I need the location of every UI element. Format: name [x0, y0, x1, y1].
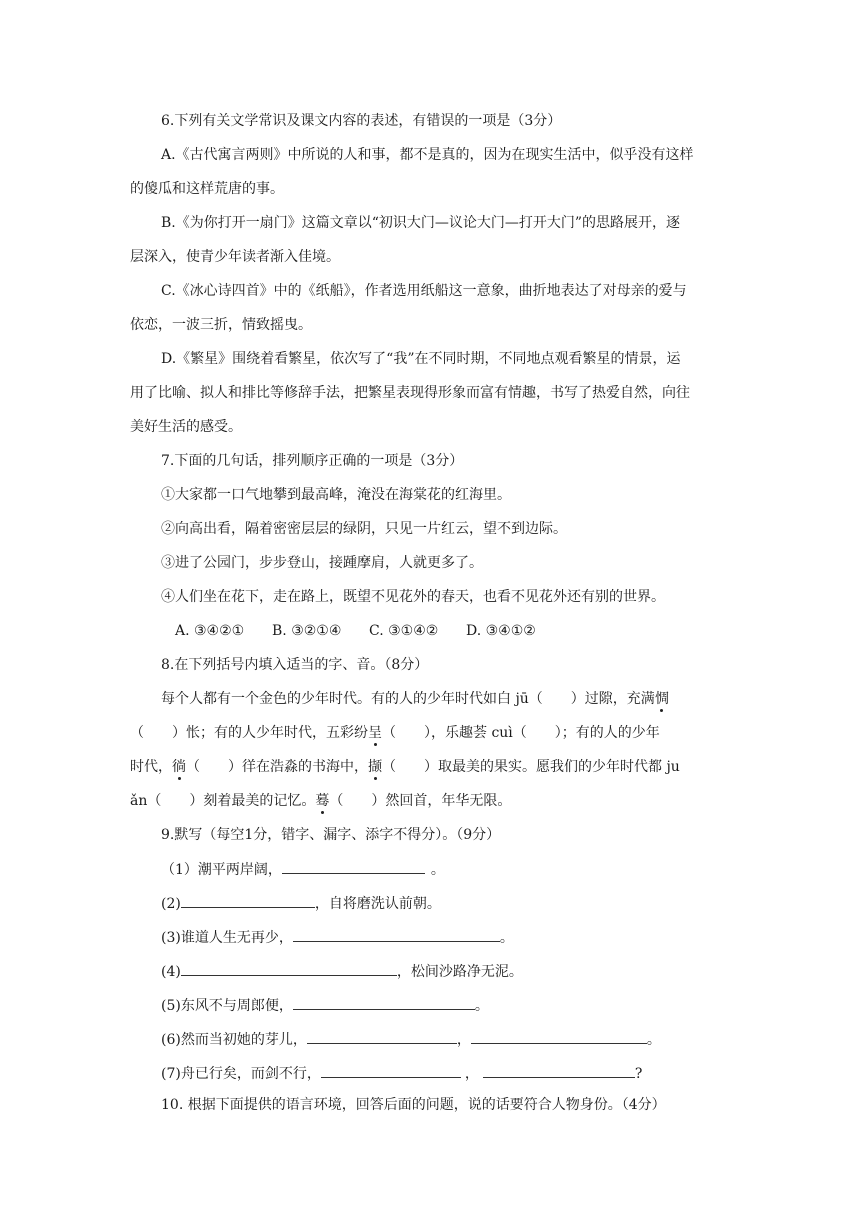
q6-option-d-line2: 用了比喻、拟人和排比等修辞手法，把繁星表现得形象而富有情趣，书写了热爱自然，向往 — [130, 385, 690, 401]
answer-blank[interactable] — [483, 1063, 635, 1078]
q8-marked-char: 蓦 — [315, 793, 330, 809]
q8-marked-char: 撷 — [368, 759, 382, 775]
q8-passage-line2 — [130, 723, 660, 743]
answer-blank[interactable] — [181, 893, 315, 908]
q6-stem: 6.下列有关文学常识及课文内容的表述，有错误的一项是（3分） — [161, 113, 562, 129]
q9-prompt: (4) — [161, 964, 181, 980]
q7-sentence-1: ①大家都一口气地攀到最高峰，淹没在海棠花的红海里。 — [161, 487, 511, 503]
q9-punct: ， — [464, 1066, 479, 1082]
q10-stem: 10. 根据下面提供的语言环境，回答后面的问题，说的话要符合人物身份。（4分） — [161, 1097, 666, 1113]
q8-passage-line4 — [130, 791, 511, 811]
q9-punct: 。 — [499, 930, 514, 946]
q7-option-b: B. ③②①④ — [272, 623, 342, 639]
q6-option-b-line2: 层深入，使青少年读者渐入佳境。 — [130, 249, 340, 265]
answer-blank[interactable] — [181, 961, 397, 976]
q8-marked-char: 呈 — [368, 725, 382, 741]
q9-prompt: ，自将磨洗认前朝。 — [314, 896, 441, 912]
q7-stem: 7.下面的几句话，排列顺序正确的一项是（3分） — [161, 453, 464, 469]
q9-prompt: (3)谁道人生无再少， — [161, 930, 293, 946]
q8-stem: 8.在下列括号内填入适当的字、音。（8分） — [161, 657, 429, 673]
q6-option-a-line1: A.《古代寓言两则》中所说的人和事，都不是真的，因为在现实生活中，似乎没有这样 — [161, 147, 694, 163]
q9-prompt: (2) — [161, 896, 181, 912]
q9-prompt: ，松间沙路净无泥。 — [396, 964, 523, 980]
q9-punct: 。 — [430, 862, 445, 878]
q9-punct: ? — [634, 1066, 643, 1082]
q8-text: （ ）徉在浩淼的书海中， — [186, 759, 368, 775]
q8-text: 时代， — [130, 759, 172, 775]
q6-option-b-line1: B.《为你打开一扇门》这篇文章以“初识大门—议论大门—打开大门”的思路展开，逐 — [161, 215, 681, 231]
q8-text: （ ），乐趣荟 cuì（ ）；有的人的少年 — [382, 725, 660, 741]
q9-item-5 — [161, 995, 489, 1016]
q9-prompt: (7)舟已行矣，而剑不行， — [161, 1066, 321, 1082]
q6-option-c-line1: C.《冰心诗四首》中的《纸船》，作者选用纸船这一意象，曲折地表达了对母亲的爱与 — [161, 283, 687, 299]
q8-passage-line1 — [161, 689, 669, 709]
q7-option-a: A. ③④②① — [175, 623, 245, 639]
q9-item-7 — [161, 1063, 642, 1084]
q7-sentence-3: ③进了公园门，步步登山，接踵摩肩，人就更多了。 — [161, 555, 483, 571]
q7-options — [175, 621, 536, 641]
q7-option-d: D. ③④①② — [466, 623, 536, 639]
q9-punct: 。 — [646, 1032, 661, 1048]
q8-passage-line3 — [130, 757, 680, 777]
q9-item-1 — [161, 859, 445, 880]
q6-option-d-line3: 美好生活的感受。 — [130, 419, 242, 435]
q9-punct: 。 — [474, 998, 489, 1014]
q8-text: ǎn（ ）刻着最美的记忆。 — [130, 793, 316, 809]
q7-sentence-4: ④人们坐在花下，走在路上，既望不见花外的春天，也看不见花外还有别的世界。 — [161, 589, 665, 605]
q8-marked-char: 徜 — [172, 759, 186, 775]
answer-blank[interactable] — [321, 1063, 461, 1078]
q8-marked-char: 惆 — [654, 691, 669, 707]
q7-sentence-2: ②向高出看，隔着密密层层的绿阴，只见一片红云，望不到边际。 — [161, 521, 567, 537]
q9-item-2 — [161, 893, 441, 914]
q6-option-c-line2: 依恋，一波三折，情致摇曳。 — [130, 317, 312, 333]
q8-text: （ ）然回首，年华无限。 — [329, 793, 512, 809]
q9-prompt: (6)然而当初她的芽儿， — [161, 1032, 307, 1048]
answer-blank[interactable] — [471, 1029, 647, 1044]
answer-blank[interactable] — [307, 1029, 457, 1044]
q9-prompt: (5)东风不与周郎便， — [161, 998, 293, 1014]
q8-text: 每个人都有一个金色的少年时代。有的人的少年时代如白 jū（ ）过隙，充满 — [161, 691, 655, 707]
q9-item-3 — [161, 927, 514, 948]
q8-text: （ ）取最美的果实。愿我们的少年时代都 ju — [382, 759, 680, 775]
q9-punct: ， — [456, 1032, 471, 1048]
answer-blank[interactable] — [282, 859, 425, 874]
q9-stem: 9.默写（每空1分，错字、漏字、添字不得分）。（9分） — [161, 827, 501, 843]
q6-option-d-line1: D.《繁星》围绕着看繁星，依次写了“我”在不同时期，不同地点观看繁星的情景，运 — [161, 351, 681, 367]
answer-blank[interactable] — [293, 995, 475, 1010]
q9-item-6 — [161, 1029, 661, 1050]
q9-item-4 — [161, 961, 523, 982]
q9-prompt: （1）潮平两岸阔， — [161, 862, 282, 878]
q8-text: （ ）怅；有的人少年时代，五彩纷 — [130, 725, 368, 741]
q7-option-c: C. ③①④② — [369, 623, 439, 639]
answer-blank[interactable] — [293, 927, 500, 942]
q6-option-a-line2: 的傻瓜和这样荒唐的事。 — [130, 181, 284, 197]
